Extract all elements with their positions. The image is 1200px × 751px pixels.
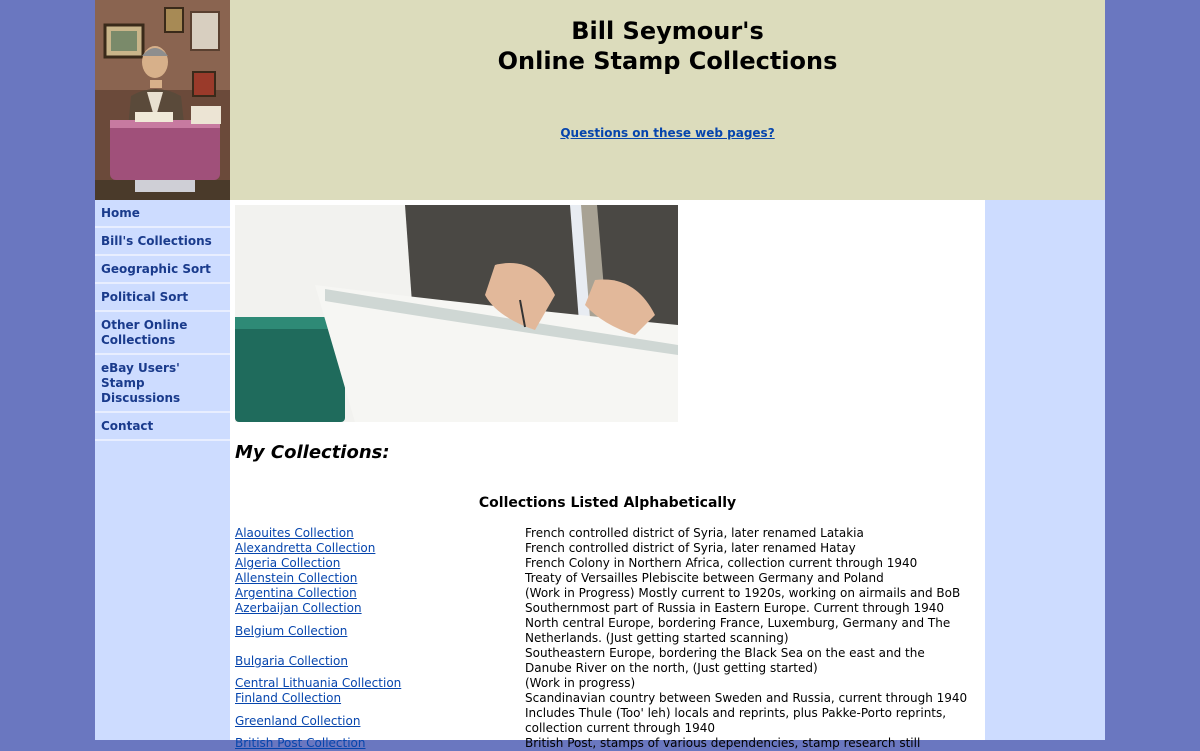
table-row	[235, 616, 975, 646]
collection-description: French controlled district of Syria, later renamed Latakia	[525, 526, 864, 540]
collection-description: North central Europe, bordering France, Luxemburg, Germany and The Netherlands. (Just getting started scanning)	[525, 616, 951, 645]
collection-description: Southeastern Europe, bordering the Black Sea on the east and the Danube River on the north, (Just getting started)	[525, 646, 925, 675]
collection-link-british-post[interactable]: British Post Collection	[235, 736, 366, 750]
collection-link-bulgaria[interactable]: Bulgaria Collection	[235, 653, 348, 668]
site-title	[230, 16, 1105, 76]
collection-description: (Work in progress)	[525, 676, 636, 690]
collection-description: Scandinavian country between Sweden and Russia, current through 1940	[525, 691, 968, 705]
table-row	[235, 601, 975, 616]
collection-link-argentina[interactable]: Argentina Collection	[235, 586, 357, 600]
questions-link[interactable]: Questions on these web pages?	[560, 126, 775, 140]
table-row	[235, 556, 975, 571]
sidebar-item-political-sort[interactable]: Political Sort	[95, 284, 230, 312]
list-title: Collections Listed Alphabetically	[478, 495, 737, 511]
sidebar-item-bills-collections[interactable]: Bill's Collections	[95, 228, 230, 256]
collection-link-central-lithuania[interactable]: Central Lithuania Collection	[235, 676, 402, 690]
table-row	[235, 586, 975, 601]
collection-description: French controlled district of Syria, later renamed Hatay	[525, 541, 856, 555]
site-header	[95, 0, 1105, 200]
collection-description: French Colony in Northern Africa, collection current through 1940	[525, 556, 918, 570]
collection-link-algeria[interactable]: Algeria Collection	[235, 556, 341, 570]
table-row	[235, 526, 975, 541]
site-title-line2: Online Stamp Collections	[497, 47, 838, 75]
site-title-line1: Bill Seymour's	[571, 17, 764, 45]
collections-heading: My Collections:	[235, 442, 390, 463]
table-row	[235, 646, 975, 676]
page-frame	[95, 0, 1105, 750]
sidebar-nav	[95, 200, 230, 441]
main-content	[230, 200, 985, 750]
sidebar-item-other-online-collections[interactable]: Other Online Collections	[95, 312, 230, 355]
collection-description: (Work in Progress) Mostly current to 1920s, working on airmails and BoB	[525, 586, 961, 600]
collection-link-allenstein[interactable]: Allenstein Collection	[235, 571, 358, 585]
sidebar-item-home[interactable]: Home	[95, 200, 230, 228]
collection-link-belgium[interactable]: Belgium Collection	[235, 623, 348, 638]
table-row	[235, 736, 975, 751]
collection-description: British Post, stamps of various dependencies, stamp research still	[525, 736, 921, 750]
collection-link-alexandretta[interactable]: Alexandretta Collection	[235, 541, 376, 555]
collection-description: Includes Thule (Too' leh) locals and reprints, plus Pakke-Porto reprints, collection current through 1940	[525, 706, 947, 735]
collection-description: Southernmost part of Russia in Eastern Europe. Current through 1940	[525, 601, 944, 615]
sidebar-item-contact[interactable]: Contact	[95, 413, 230, 441]
collection-link-greenland[interactable]: Greenland Collection	[235, 713, 361, 728]
table-row	[235, 541, 975, 556]
businessman-signing-photo	[235, 205, 678, 422]
collection-link-alaouites[interactable]: Alaouites Collection	[235, 526, 354, 540]
stamp-collector-painting	[95, 0, 230, 200]
sidebar-item-geographic-sort[interactable]: Geographic Sort	[95, 256, 230, 284]
collection-description: Treaty of Versailles Plebiscite between Germany and Poland	[525, 571, 884, 585]
collections-table	[235, 526, 975, 751]
table-row	[235, 571, 975, 586]
sidebar-item-ebay-discussions[interactable]: eBay Users' Stamp Discussions	[95, 355, 230, 413]
collection-link-finland[interactable]: Finland Collection	[235, 691, 342, 705]
table-row	[235, 691, 975, 706]
table-row	[235, 676, 975, 691]
collection-link-azerbaijan[interactable]: Azerbaijan Collection	[235, 601, 362, 615]
table-row	[235, 706, 975, 736]
